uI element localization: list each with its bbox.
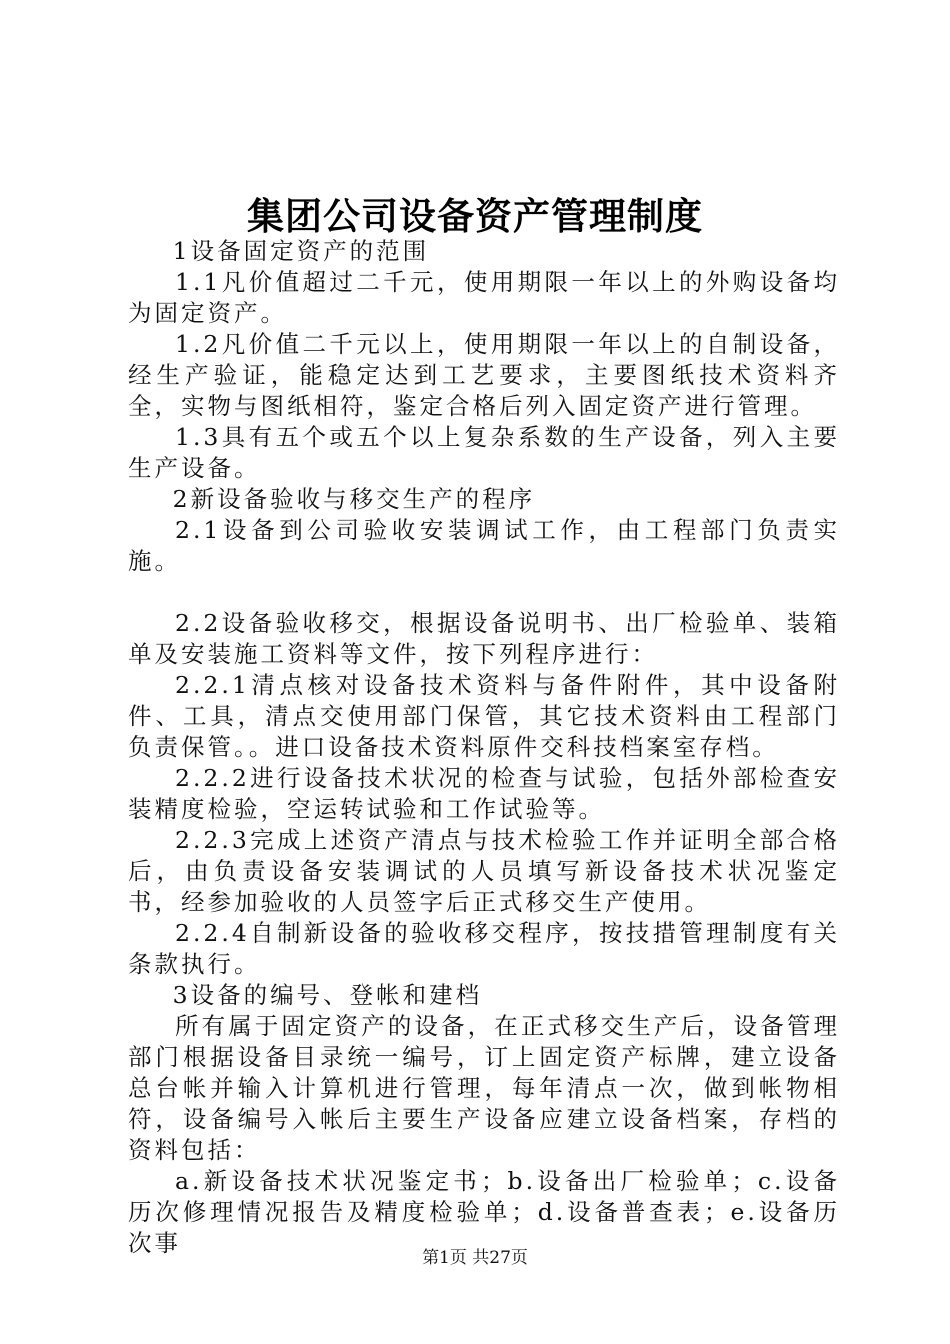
paragraph-1-1: 1.1凡价值超过二千元，使用期限一年以上的外购设备均为固定资产。 bbox=[128, 268, 840, 327]
paragraph-1-3: 1.3具有五个或五个以上复杂系数的生产设备，列入主要生产设备。 bbox=[128, 423, 840, 482]
document-title: 集团公司设备资产管理制度 bbox=[247, 194, 703, 238]
paragraph-2-2-1: 2.2.1清点核对设备技术资料与备件附件，其中设备附件、工具，清点交使用部门保管，其它技术资料由工程部门负责保管。。进口设备技术资料原件交科技档案室存档。 bbox=[128, 671, 840, 761]
paragraph-3-intro: 所有属于固定资产的设备，在正式移交生产后，设备管理部门根据设备目录统一编号，订上固定资产标牌，建立设备总台帐并输入计算机进行管理，每年清点一次，做到帐物相符，设备编号入帐后主要生产设备应建立设备档案，存档的资料包括： bbox=[128, 1012, 840, 1164]
section-heading-2: 2新设备验收与移交生产的程序 bbox=[172, 485, 536, 513]
document-body bbox=[128, 236, 840, 1259]
paragraph-1-2: 1.2凡价值二千元以上，使用期限一年以上的自制设备，经生产验证，能稳定达到工艺要求，主要图纸技术资料齐全，实物与图纸相符，鉴定合格后列入固定资产进行管理。 bbox=[128, 330, 840, 420]
paragraph-2-2-2: 2.2.2进行设备技术状况的检查与试验，包括外部检查安装精度检验，空运转试验和工作试验等。 bbox=[128, 764, 840, 823]
paragraph-2-1: 2.1设备到公司验收安装调试工作，由工程部门负责实施。 bbox=[128, 516, 840, 575]
paragraph-2-2-3: 2.2.3完成上述资产清点与技术检验工作并证明全部合格后，由负责设备安装调试的人员填写新设备技术状况鉴定书，经参加验收的人员签字后正式移交生产使用。 bbox=[128, 826, 840, 916]
section-heading-3: 3设备的编号、登帐和建档 bbox=[172, 981, 483, 1009]
paragraph-2-2: 2.2设备验收移交，根据设备说明书、出厂检验单、装箱单及安装施工资料等文件，按下列程序进行： bbox=[128, 609, 840, 668]
page-number-footer: 第1页 共27页 bbox=[422, 1248, 528, 1268]
blank-line bbox=[128, 577, 840, 608]
paragraph-3-list: a.新设备技术状况鉴定书；b.设备出厂检验单；c.设备历次修理情况报告及精度检验单；d.设备普查表；e.设备历次事 bbox=[128, 1167, 840, 1257]
section-heading-1: 1设备固定资产的范围 bbox=[172, 237, 430, 265]
paragraph-2-2-4: 2.2.4自制新设备的验收移交程序，按技措管理制度有关条款执行。 bbox=[128, 919, 840, 978]
